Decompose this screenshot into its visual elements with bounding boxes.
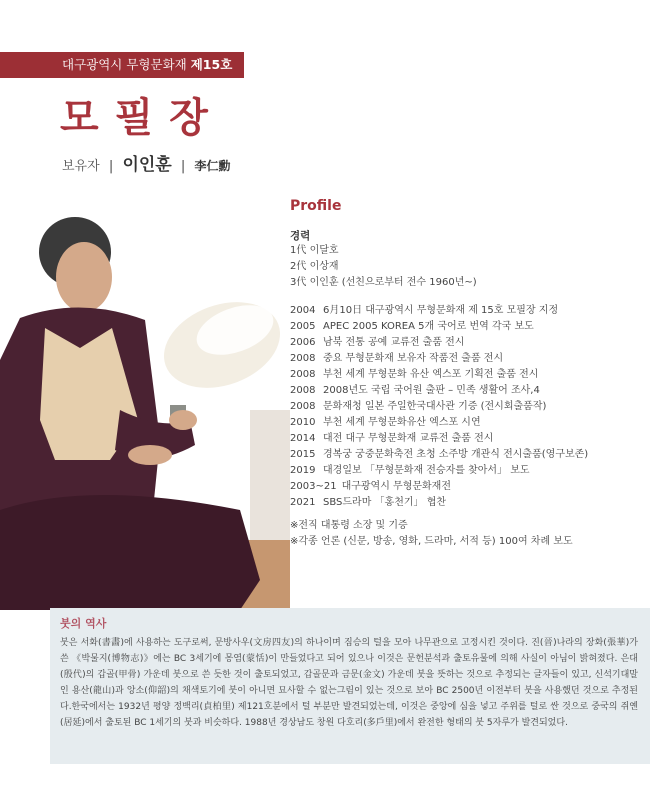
- history-year: 2008: [290, 401, 316, 412]
- history-text: 대전 대구 무형문화재 교류전 출품 전시: [323, 433, 494, 444]
- profile-heading: Profile: [290, 198, 342, 214]
- history-text: 중요 무형문화재 보유자 작품전 출품 전시: [323, 353, 504, 364]
- history-text: APEC 2005 KOREA 5개 국어로 번역 각국 보도: [323, 321, 534, 332]
- history-year: 2019: [290, 465, 316, 476]
- history-year: 2015: [290, 449, 316, 460]
- notes-list: [290, 518, 573, 550]
- history-item: [290, 367, 588, 383]
- section-body: 붓은 서화(書畵)에 사용하는 도구로써, 문방사우(文房四友)의 하나이며 짐승의 털을 모아 나무관으로 고정시킨 것이다. 진(晉)나라의 장화(張華)가 쓴 《박물지(博物志)》에는 BC 3세기에 몽염(蒙恬)이 만들었다고 되어 있으나 이것은 문헌분석과 출토유물에 의해 사실이 아님이 밝혀졌다. 은대(殷代)의 갑골(甲骨) 가운데 붓으로 쓴 듯한 것이 출토되었고, 갑골문과 금문(金文) 가운데 붓을 뜻하는 것으로 추정되는 글자들이 있고, 신석기대말인 용산(龍山)과 앙소(仰韶)의 채색토기에 붓이 아니면 묘사할 수 없는그림이 있는 것으로 보아 BC 2500년 이전부터 붓을 사용했던 것으로 추정된다.한국에서는 1932년 평양 정백리(貞柏里) 제121호분에서 털 부분만 발견되었는데, 이것은 중앙에 심을 넣고 주위를 털로 싼 것으로 중국의 쥐옌(居延)에서 출토된 BC 1세기의 붓과 비슷하다. 1988년 경상남도 창원 다호리(多戶里)에서 완전한 형태의 붓 5자루가 발견되었다.: [60, 638, 638, 728]
- history-year: 2006: [290, 337, 316, 348]
- career-label: 경력: [290, 230, 311, 242]
- holder-label: 보유자: [62, 159, 100, 174]
- lineage-item: [290, 259, 477, 275]
- lineage-list: [290, 243, 477, 291]
- history-item: [290, 415, 588, 431]
- history-text: 2008년도 국립 국어원 출판 – 민족 생활어 조사,4: [323, 385, 540, 396]
- history-text: 6月10日 대구광역시 무형문화재 제 15호 모필장 지정: [323, 305, 559, 316]
- designation-banner: [0, 52, 244, 78]
- lineage-text: 이상재: [309, 261, 339, 272]
- designation-number: 제15호: [190, 57, 233, 72]
- history-year: 2008: [290, 369, 316, 380]
- history-item: [290, 399, 588, 415]
- holder-name: 이인훈: [122, 155, 172, 175]
- lineage-text: 이달호: [309, 245, 339, 256]
- history-year: 2008: [290, 353, 316, 364]
- history-item: [290, 495, 588, 511]
- history-item: [290, 447, 588, 463]
- history-year: 2014: [290, 433, 316, 444]
- history-item: [290, 319, 588, 335]
- holder-line: [62, 150, 230, 175]
- history-panel: [50, 608, 650, 764]
- lineage-gen: 3代: [290, 277, 307, 288]
- history-text: 문화재청 일본 주일한국대사관 기증 (전시회출품작): [323, 401, 547, 412]
- holder-name-hanja: 李仁勳: [194, 159, 231, 173]
- history-year: 2003~21: [290, 481, 337, 492]
- lineage-text: 이인훈 (선친으로부터 전수 1960년~): [309, 277, 477, 288]
- lineage-item: [290, 275, 477, 291]
- history-text: 대구광역시 무형문화재전: [341, 481, 452, 492]
- holder-separator: |: [108, 159, 114, 174]
- note-item: ※각종 언론 (신문, 방송, 영화, 드라마, 서적 등) 100여 차례 보도: [290, 536, 573, 547]
- history-text: SBS드라마 「홍천기」 협찬: [323, 497, 447, 508]
- lineage-gen: 1代: [290, 245, 307, 256]
- history-item: [290, 335, 588, 351]
- history-year: 2021: [290, 497, 316, 508]
- history-item: [290, 479, 588, 495]
- section-title: 붓의 역사: [60, 617, 107, 630]
- history-item: [290, 383, 588, 399]
- history-text: 남북 전통 공예 교류전 출품 전시: [323, 337, 465, 348]
- history-year: 2008: [290, 385, 316, 396]
- note-item: ※전직 대통령 소장 및 기증: [290, 520, 408, 531]
- lineage-gen: 2代: [290, 261, 307, 272]
- history-text: 부천 세계 무형문화유산 엑스포 시연: [323, 417, 481, 428]
- history-text: 경복궁 궁중문화축전 초청 소주방 개관식 전시출품(영구보존): [323, 449, 589, 460]
- history-year: 2004: [290, 305, 316, 316]
- lineage-item: [290, 243, 477, 259]
- artisan-photo: [0, 210, 290, 610]
- history-item: [290, 431, 588, 447]
- history-item: [290, 303, 588, 319]
- page-title: 모필장: [60, 95, 224, 141]
- history-year: 2005: [290, 321, 316, 332]
- history-text: 대경일보 「무형문화재 전승자를 찾아서」 보도: [323, 465, 530, 476]
- history-text: 부천 세계 무형문화 유산 엑스포 기획전 출품 전시: [323, 369, 539, 380]
- history-item: [290, 351, 588, 367]
- history-item: [290, 463, 588, 479]
- career-history-list: [290, 303, 588, 511]
- history-year: 2010: [290, 417, 316, 428]
- holder-separator: |: [180, 159, 186, 174]
- designation-prefix: 대구광역시 무형문화재: [62, 57, 187, 72]
